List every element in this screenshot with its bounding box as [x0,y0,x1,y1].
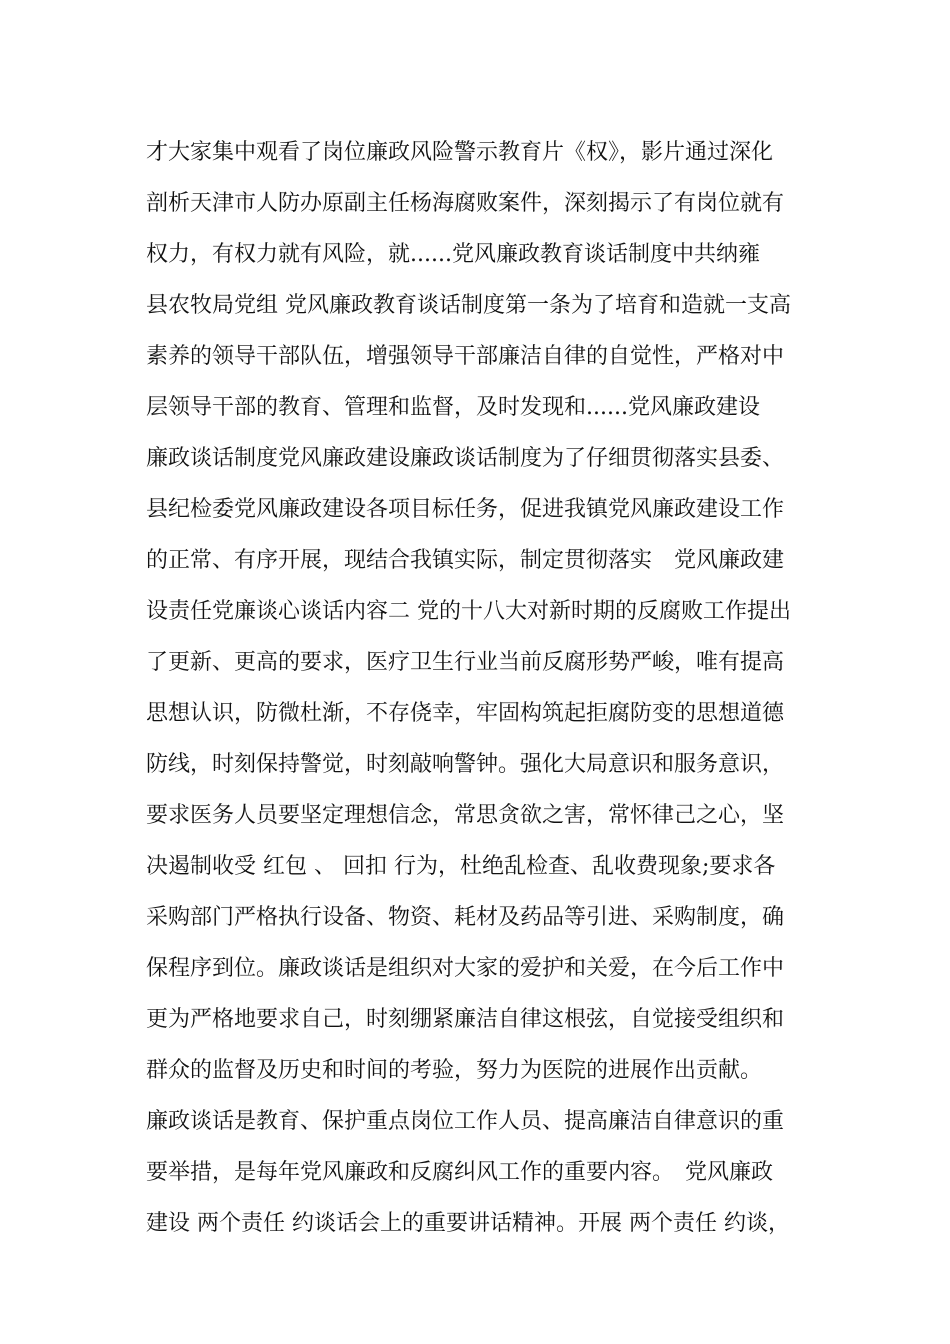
body-text [146,136,836,1258]
text-line: 的正常、有序开展，现结合我镇实际，制定贯彻落实 党风廉政建 [146,548,785,573]
text-line: 才大家集中观看了岗位廉政风险警示教育片《权》，影片通过深化 [146,140,774,165]
text-line: 剖析天津市人防办原副主任杨海腐败案件，深刻揭示了有岗位就有 [146,191,785,216]
text-line: 思想认识，防微杜渐，不存侥幸，牢固构筑起拒腐防变的思想道德 [146,701,785,726]
text-line: 廉政谈话制度党风廉政建设廉政谈话制度为了仔细贯彻落实县委、 [146,446,785,471]
text-line: 了更新、更高的要求，医疗卫生行业当前反腐形势严峻，唯有提高 [146,650,785,675]
text-line: 廉政谈话是教育、保护重点岗位工作人员、提高廉洁自律意识的重 [146,1109,785,1134]
text-line: 保程序到位。廉政谈话是组织对大家的爱护和关爱，在今后工作中 [146,956,785,981]
text-line: 防线，时刻保持警觉，时刻敲响警钟。强化大局意识和服务意识， [146,752,785,777]
text-line: 素养的领导干部队伍，增强领导干部廉洁自律的自觉性，严格对中 [146,344,785,369]
text-line: 权力，有权力就有风险，就......党风廉政教育谈话制度中共纳雍 [146,242,760,267]
text-line: 县纪检委党风廉政建设各项目标任务，促进我镇党风廉政建设工作 [146,497,785,522]
text-line: 层领导干部的教育、管理和监督，及时发现和......党风廉政建设 [146,395,760,420]
text-line: 设责任党廉谈心谈话内容二 党的十八大对新时期的反腐败工作提出 [146,599,791,624]
text-line: 建设 两个责任 约谈话会上的重要讲话精神。开展 两个责任 约谈， [146,1211,790,1236]
text-line: 要求医务人员要坚定理想信念，常思贪欲之害，常怀律己之心，坚 [146,803,785,828]
text-line: 更为严格地要求自己，时刻绷紧廉洁自律这根弦，自觉接受组织和 [146,1007,785,1032]
text-line: 采购部门严格执行设备、物资、耗材及药品等引进、采购制度，确 [146,905,785,930]
text-line: 决遏制收受 红包 、 回扣 行为，杜绝乱检查、乱收费现象;要求各 [146,854,776,879]
text-line: 要举措，是每年党风廉政和反腐纠风工作的重要内容。 党风廉政 [146,1160,774,1185]
text-line: 县农牧局党组 党风廉政教育谈话制度第一条为了培育和造就一支高 [146,293,791,318]
text-line: 群众的监督及历史和时间的考验，努力为医院的进展作出贡献。 [146,1058,763,1083]
